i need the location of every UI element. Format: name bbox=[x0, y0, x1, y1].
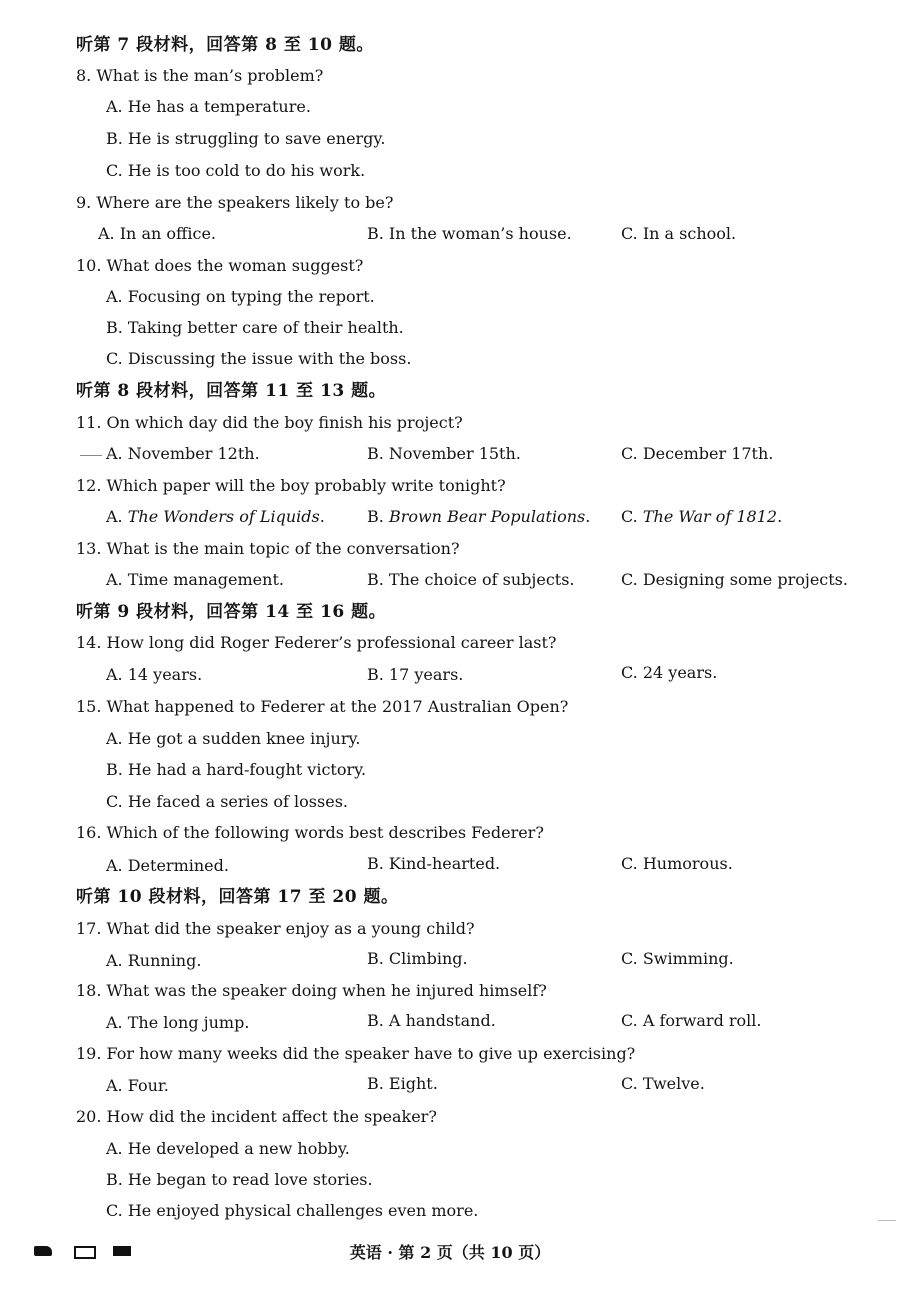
question-17: 17. What did the speaker enjoy as a young child? bbox=[76, 919, 475, 938]
q12-c-prefix: C. bbox=[621, 507, 638, 526]
q8-option-b: B. He is struggling to save energy. bbox=[106, 129, 386, 148]
question-12: 12. Which paper will the boy probably write tonight? bbox=[76, 476, 506, 495]
section-7-heading: 听第 7 段材料，回答第 8 至 10 题。 bbox=[76, 35, 374, 55]
q19-option-a: A. Four. bbox=[106, 1076, 169, 1095]
question-8: 8. What is the man’s problem? bbox=[76, 66, 324, 85]
question-11: 11. On which day did the boy finish his project? bbox=[76, 413, 463, 432]
q11-option-a: A. November 12th. bbox=[106, 444, 260, 463]
q12-option-b bbox=[367, 506, 590, 528]
q12-c-title: The War of 1812 bbox=[642, 507, 778, 526]
question-15: 15. What happened to Federer at the 2017 Australian Open? bbox=[76, 697, 569, 716]
q14-option-c: C. 24 years. bbox=[621, 663, 718, 682]
q15-option-b: B. He had a hard-fought victory. bbox=[106, 760, 367, 779]
q8-option-c: C. He is too cold to do his work. bbox=[106, 161, 366, 180]
stray-mark bbox=[80, 455, 102, 456]
q18-option-b: B. A handstand. bbox=[367, 1011, 496, 1030]
q20-option-b: B. He began to read love stories. bbox=[106, 1170, 373, 1189]
q16-option-a: A. Determined. bbox=[106, 856, 229, 875]
q11-option-c: C. December 17th. bbox=[621, 444, 774, 463]
q10-option-b: B. Taking better care of their health. bbox=[106, 318, 404, 337]
page-number: 英语 · 第 2 页（共 10 页） bbox=[349, 1243, 551, 1262]
q14-option-b: B. 17 years. bbox=[367, 665, 464, 684]
q14-option-a: A. 14 years. bbox=[106, 665, 203, 684]
question-10: 10. What does the woman suggest? bbox=[76, 256, 364, 275]
q12-option-c bbox=[621, 506, 782, 528]
question-18: 18. What was the speaker doing when he injured himself? bbox=[76, 981, 547, 1000]
q12-a-dot: . bbox=[319, 507, 325, 526]
q17-option-a: A. Running. bbox=[106, 951, 202, 970]
q15-option-a: A. He got a sudden knee injury. bbox=[106, 729, 361, 748]
q13-option-a: A. Time management. bbox=[106, 570, 284, 589]
q17-option-b: B. Climbing. bbox=[367, 949, 468, 968]
question-19: 19. For how many weeks did the speaker have to give up exercising? bbox=[76, 1044, 636, 1063]
q12-option-a bbox=[106, 506, 325, 528]
q13-option-c: C. Designing some projects. bbox=[621, 570, 848, 589]
q10-option-a: A. Focusing on typing the report. bbox=[106, 287, 375, 306]
question-16: 16. Which of the following words best describes Federer? bbox=[76, 823, 544, 842]
q10-option-c: C. Discussing the issue with the boss. bbox=[106, 349, 412, 368]
question-13: 13. What is the main topic of the conversation? bbox=[76, 539, 460, 558]
question-20: 20. How did the incident affect the speaker? bbox=[76, 1107, 437, 1126]
q19-option-b: B. Eight. bbox=[367, 1074, 438, 1093]
q11-option-b: B. November 15th. bbox=[367, 444, 521, 463]
q12-a-prefix: A. bbox=[106, 507, 123, 526]
q12-b-prefix: B. bbox=[367, 507, 384, 526]
section-9-heading: 听第 9 段材料，回答第 14 至 16 题。 bbox=[76, 602, 387, 622]
edge-mark bbox=[878, 1220, 896, 1221]
q9-option-a: A. In an office. bbox=[98, 224, 216, 243]
page-footer bbox=[0, 1240, 900, 1264]
q12-c-dot: . bbox=[777, 507, 783, 526]
q9-option-b: B. In the woman’s house. bbox=[367, 224, 572, 243]
q13-option-b: B. The choice of subjects. bbox=[367, 570, 575, 589]
q16-option-c: C. Humorous. bbox=[621, 854, 733, 873]
q12-a-title: The Wonders of Liquids bbox=[127, 507, 320, 526]
q12-b-dot: . bbox=[585, 507, 591, 526]
question-14: 14. How long did Roger Federer’s professional career last? bbox=[76, 633, 557, 652]
q17-option-c: C. Swimming. bbox=[621, 949, 734, 968]
q20-option-c: C. He enjoyed physical challenges even more. bbox=[106, 1201, 479, 1220]
q19-option-c: C. Twelve. bbox=[621, 1074, 705, 1093]
q9-option-c: C. In a school. bbox=[621, 224, 737, 243]
q18-option-a: A. The long jump. bbox=[106, 1013, 250, 1032]
q16-option-b: B. Kind-hearted. bbox=[367, 854, 501, 873]
section-8-heading: 听第 8 段材料，回答第 11 至 13 题。 bbox=[76, 381, 387, 401]
q15-option-c: C. He faced a series of losses. bbox=[106, 792, 348, 811]
q18-option-c: C. A forward roll. bbox=[621, 1011, 762, 1030]
section-10-heading: 听第 10 段材料，回答第 17 至 20 题。 bbox=[76, 887, 399, 907]
question-9: 9. Where are the speakers likely to be? bbox=[76, 193, 394, 212]
q20-option-a: A. He developed a new hobby. bbox=[106, 1139, 350, 1158]
q8-option-a: A. He has a temperature. bbox=[106, 97, 311, 116]
q12-b-title: Brown Bear Populations bbox=[388, 507, 586, 526]
